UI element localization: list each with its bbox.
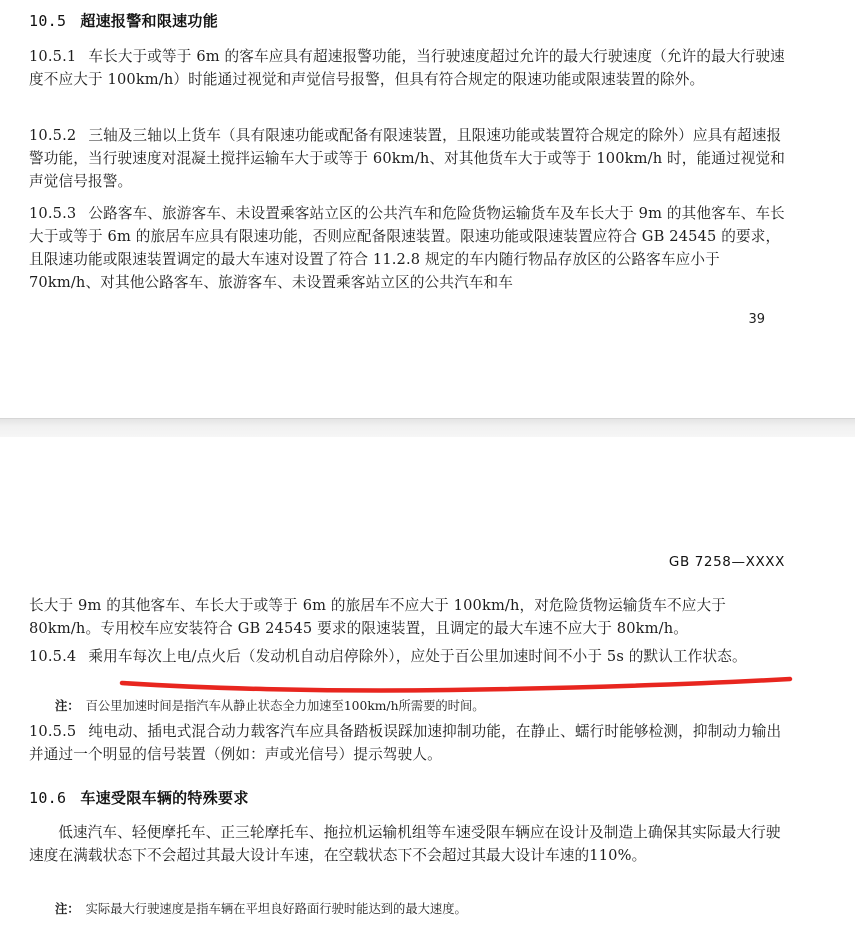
- section-number: 10.5: [29, 12, 67, 30]
- document-page-40: [0, 437, 855, 932]
- clause-10-5-3: [29, 202, 789, 294]
- note-text: 实际最大行驶速度是指车辆在平坦良好路面行驶时能达到的最大速度。: [85, 902, 467, 916]
- clause-text: 纯电动、插电式混合动力载客汽车应具备踏板误踩加速抑制功能，在静止、蠕行时能够检测，抑制动力输出并通过一个明显的信号装置（例如：声或光信号）提示驾驶人。: [29, 723, 782, 763]
- page-number: 39: [748, 312, 765, 327]
- clause-number: 10.5.4: [29, 648, 77, 665]
- section-heading-10-6: [29, 787, 249, 808]
- note-label: 注：: [55, 699, 80, 713]
- clause-text: 公路客车、旅游客车、未设置乘客站立区的公共汽车和危险货物运输货车及车长大于 9m 的其他客车、车长大于或等于 6m 的旅居车应具有限速功能，否则应配备限速装置。限速功能或限速装置应符合 GB 24545 的要求，且限速功能或限速装置调定的最大车速对设置了符合 11.2.8 规定的车内随行物品存放区的公路客车应小于 70km/h、对其他公路客车、旅游客车、未设置乘客站立区的公共汽车和车: [29, 205, 785, 291]
- clause-10-6-body: 低速汽车、轻便摩托车、正三轮摩托车、拖拉机运输机组等车速受限车辆应在设计及制造上确保其实际最大行驶速度在满载状态下不会超过其最大设计车速，在空载状态下不会超过其最大设计车速的110%。: [29, 824, 781, 864]
- standard-code-header: GB 7258—XXXX: [668, 554, 785, 570]
- clause-10-5-2: [29, 124, 789, 193]
- clause-10-5-1: [29, 45, 789, 91]
- note-label: 注：: [55, 902, 80, 916]
- note-text: 百公里加速时间是指汽车从静止状态全力加速至100km/h所需要的时间。: [85, 699, 485, 713]
- clause-number: 10.5.3: [29, 205, 77, 222]
- clause-10-5-3-continued: 长大于 9m 的其他客车、车长大于或等于 6m 的旅居车不应大于 100km/h，对危险货物运输货车不应大于 80km/h。专用校车应安装符合 GB 24545 要求的限速装置，且调定的最大车速不应大于 80km/h。: [29, 597, 726, 637]
- note-max-speed: [55, 899, 795, 919]
- clause-10-5-5: [29, 720, 789, 766]
- clause-number: 10.5.1: [29, 48, 77, 65]
- note-acceleration-time: [55, 696, 795, 716]
- section-title: 超速报警和限速功能: [80, 12, 219, 30]
- clause-10-5-4: [29, 645, 789, 668]
- page-divider: [0, 418, 855, 438]
- section-heading-10-5: [29, 10, 218, 31]
- clause-number: 10.5.5: [29, 723, 77, 740]
- clause-text: 三轴及三轴以上货车（具有限速功能或配备有限速装置，且限速功能或装置符合规定的除外）应具有超速报警功能，当行驶速度对混凝土搅拌运输车大于或等于 60km/h、对其他货车大于或等于 100km/h 时，能通过视觉和声觉信号报警。: [29, 127, 785, 190]
- clause-text: 乘用车每次上电/点火后（发动机自动启停除外），应处于百公里加速时间不小于 5s 的默认工作状态。: [88, 648, 747, 665]
- clause-text: 车长大于或等于 6m 的客车应具有超速报警功能，当行驶速度超过允许的最大行驶速度（允许的最大行驶速度不应大于 100km/h）时能通过视觉和声觉信号报警，但具有符合规定的限速功能或限速装置的除外。: [29, 48, 785, 88]
- clause-number: 10.5.2: [29, 127, 77, 144]
- section-number: 10.6: [29, 789, 67, 807]
- section-title: 车速受限车辆的特殊要求: [80, 789, 249, 807]
- document-page-39: [0, 0, 855, 418]
